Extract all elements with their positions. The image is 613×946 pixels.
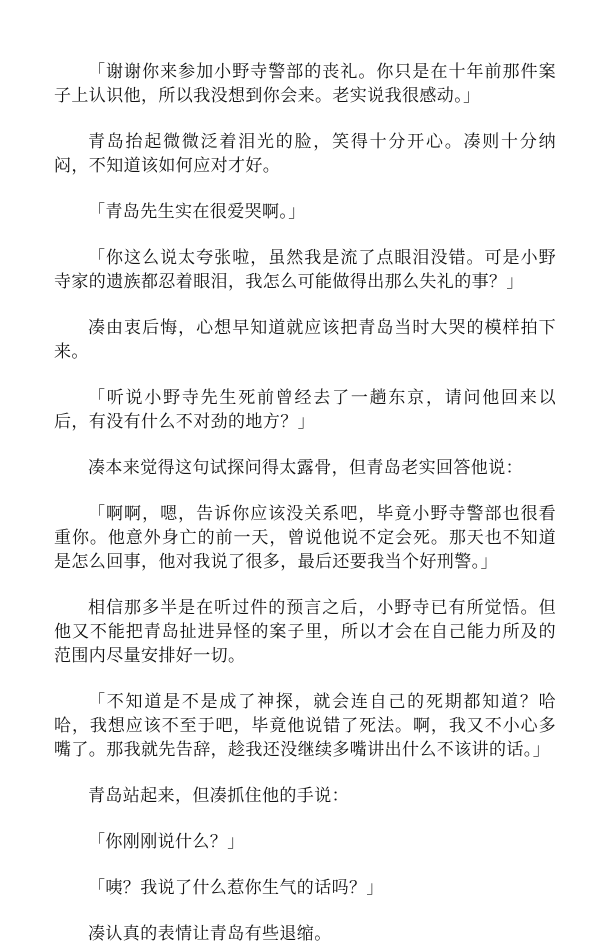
paragraph-8: 「啊啊，嗯，告诉你应该没关系吧，毕竟小野寺警部也很看重你。他意外身亡的前一天，曾说他说不定会死。那天也不知道是怎么回事，他对我说了很多，最后还要我当个好刑警。」 xyxy=(54,504,556,572)
paragraph-11: 青岛站起来，但凑抓住他的手说： xyxy=(88,786,349,806)
paragraph-5: 凑由衷后悔，心想早知道就应该把青岛当时大哭的模样拍下来。 xyxy=(54,318,556,362)
paragraph-9: 相信那多半是在听过件的预言之后，小野寺已有所觉悟。但他又不能把青岛扯进异怪的案子里，所以才会在自己能力所及的范围内尽量安排好一切。 xyxy=(54,598,556,666)
paragraph-14: 凑认真的表情让青岛有些退缩。 xyxy=(88,924,332,944)
paragraph-3: 「青岛先生实在很爱哭啊。」 xyxy=(88,202,306,222)
paragraph-1: 「谢谢你来参加小野寺警部的丧礼。你只是在十年前那件案子上认识他，所以我没想到你会来。老实说我很感动。」 xyxy=(54,62,556,106)
paragraph-13: 「咦？我说了什么惹你生气的话吗？」 xyxy=(88,878,384,898)
paragraph-7: 凑本来觉得这句试探问得太露骨，但青岛老实回答他说： xyxy=(88,458,523,478)
paragraph-12: 「你刚刚说什么？」 xyxy=(88,832,245,852)
paragraph-10: 「不知道是不是成了神探，就会连自己的死期都知道？哈哈，我想应该不至于吧，毕竟他说错了死法。啊，我又不小心多嘴了。那我就先告辞，趁我还没继续多嘴讲出什么不该讲的话。」 xyxy=(54,692,556,760)
paragraph-6: 「听说小野寺先生死前曾经去了一趟东京，请问他回来以后，有没有什么不对劲的地方？」 xyxy=(54,388,556,432)
paragraph-4: 「你这么说太夸张啦，虽然我是流了点眼泪没错。可是小野寺家的遗族都忍着眼泪，我怎么可能做得出那么失礼的事？」 xyxy=(54,248,556,292)
paragraph-2: 青岛抬起微微泛着泪光的脸，笑得十分开心。凑则十分纳闷，不知道该如何应对才好。 xyxy=(54,132,556,176)
